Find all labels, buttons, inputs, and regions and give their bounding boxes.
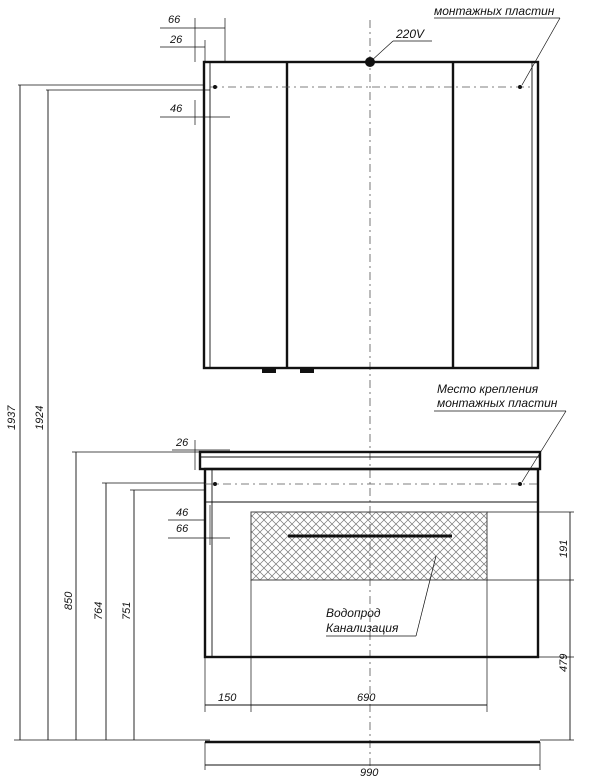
mirror-cabinet [204, 57, 538, 373]
dim-26-vanity: 26 [176, 437, 189, 449]
dim-26-top: 26 [170, 34, 183, 46]
dim-66-vanity: 66 [176, 523, 189, 535]
label-mount-bottom-2: монтажных пластин [437, 396, 558, 410]
dim-46-top: 46 [170, 103, 183, 115]
vanity-height-dimensions [72, 452, 205, 740]
label-mount-top: монтажных пластин [434, 4, 555, 18]
plumbing-zone [251, 512, 487, 580]
cabinet-foot [262, 368, 276, 373]
dim-751: 751 [121, 601, 133, 620]
dim-764: 764 [93, 601, 105, 620]
bottom-dimensions [205, 580, 487, 712]
dim-1924: 1924 [34, 405, 46, 430]
dim-690: 690 [357, 692, 376, 704]
label-220v: 220V [396, 27, 425, 41]
dim-46-vanity: 46 [176, 507, 189, 519]
dim-66-top: 66 [168, 14, 181, 26]
label-sewer: Канализация [326, 621, 399, 635]
label-water: Водопрод [326, 606, 381, 620]
cabinet-foot [300, 368, 314, 373]
dim-191: 191 [558, 539, 570, 558]
dim-150: 150 [218, 692, 237, 704]
label-mount-bottom-1: Место крепления [437, 382, 539, 396]
dim-990: 990 [360, 767, 379, 779]
dim-479: 479 [558, 653, 570, 672]
dim-850: 850 [63, 591, 75, 610]
cabinet-outline [204, 62, 538, 368]
dim-1937: 1937 [6, 405, 18, 430]
